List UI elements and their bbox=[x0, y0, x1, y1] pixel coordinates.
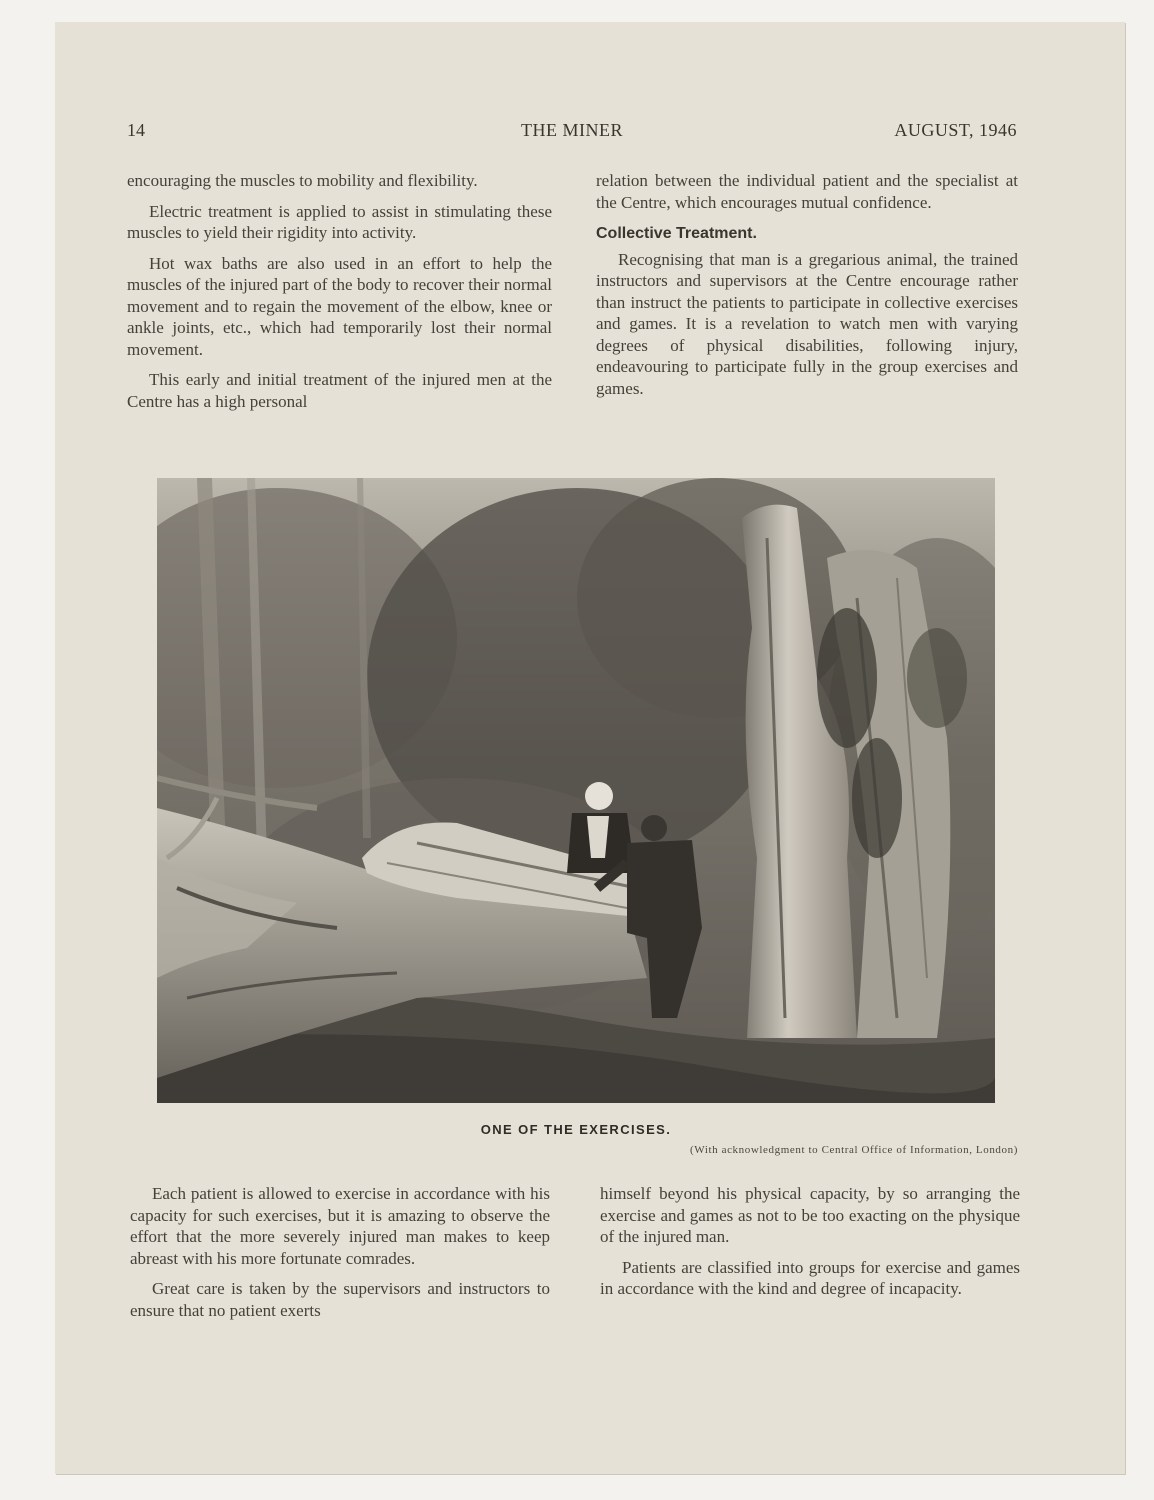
issue-date: AUGUST, 1946 bbox=[894, 120, 1017, 140]
column-top-left bbox=[127, 170, 552, 421]
column-bottom-left bbox=[130, 1183, 550, 1330]
journal-title: THE MINER bbox=[521, 120, 623, 140]
paragraph: This early and initial treatment of the injured men at the Centre has a high personal bbox=[127, 370, 552, 411]
photograph-exercise bbox=[157, 478, 995, 1103]
photo-credit: (With acknowledgment to Central Office of Information, London) bbox=[690, 1144, 1018, 1156]
paragraph: Electric treatment is applied to assist in stimulating these muscles to yield their rigidity into activity. bbox=[127, 201, 552, 242]
paragraph: Patients are classified into groups for exercise and games in accordance with the kind and degree of incapacity. bbox=[600, 1257, 1020, 1298]
paragraph: Great care is taken by the supervisors and instructors to ensure that no patient exerts bbox=[130, 1279, 550, 1320]
paragraph: Hot wax baths are also used in an effort to help the muscles of the injured part of the body to recover their normal movement and to regain the movement of the elbow, knee or ankle joints, etc., which had temporarily lost their normal movement. bbox=[127, 253, 552, 359]
page-number: 14 bbox=[127, 120, 145, 140]
paragraph: relation between the individual patient and the specialist at the Centre, which encourages mutual confidence. bbox=[596, 171, 1018, 212]
paragraph: encouraging the muscles to mobility and flexibility. bbox=[127, 171, 478, 190]
paragraph: himself beyond his physical capacity, by so arranging the exercise and games as not to be too exacting on the physique of the injured man. bbox=[600, 1184, 1020, 1246]
photo-illustration bbox=[157, 478, 995, 1103]
paragraph: Each patient is allowed to exercise in accordance with his capacity for such exercises, but it is amazing to observe the effort that the more severely injured man makes to keep abreast with his more fortunate comrades. bbox=[130, 1184, 550, 1268]
photo-caption: ONE OF THE EXERCISES. bbox=[480, 1122, 672, 1137]
column-top-right bbox=[596, 170, 1018, 408]
column-bottom-right bbox=[600, 1183, 1020, 1309]
paragraph: Recognising that man is a gregarious animal, the trained instructors and supervisors at the Centre encourage rather than instruct the patients to participate in collective exercises and games. It is a revelation to watch men with varying degrees of physical disabilities, following injury, endeavouring to participate fully in the group exercises and games. bbox=[596, 249, 1018, 398]
running-header bbox=[127, 120, 1017, 150]
section-heading: Collective Treatment. bbox=[596, 225, 757, 242]
